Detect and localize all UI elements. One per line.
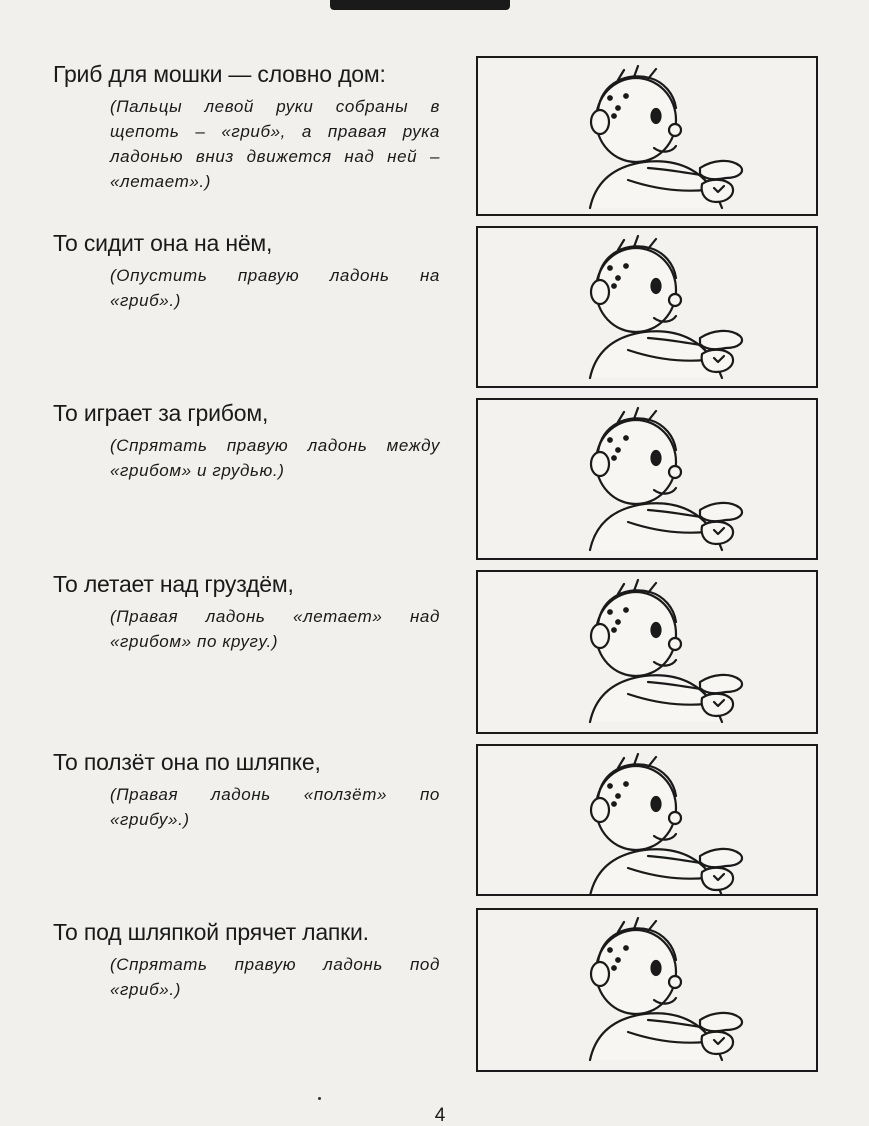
verse-line: То под шляпкой прячет лапки. [53, 919, 369, 945]
verse-line: Гриб для мошки — словно дом: [53, 61, 386, 87]
child-gesture-illustration [478, 910, 818, 1072]
child-gesture-illustration [478, 746, 818, 896]
verse-instruction: (Правая ладонь «летает» над «грибом» по кругу.) [110, 607, 440, 651]
verse-line: То сидит она на нём, [53, 230, 273, 256]
illustration-frame-1 [476, 56, 818, 216]
verse-block-1 [53, 60, 453, 194]
child-gesture-illustration [478, 58, 818, 216]
verse-instruction: (Спрятать правую ладонь между «грибом» и грудью.) [110, 436, 440, 480]
top-header-fragment [330, 0, 510, 10]
verse-line: То играет за грибом, [53, 400, 269, 426]
verse-instruction: (Опустить правую ладонь на «гриб».) [110, 266, 440, 310]
illustration-frame-4 [476, 570, 818, 734]
illustration-frame-5 [476, 744, 818, 896]
child-gesture-illustration [478, 400, 818, 560]
illustration-frame-6 [476, 908, 818, 1072]
child-gesture-illustration [478, 572, 818, 734]
verse-line: То ползёт она по шляпке, [53, 749, 321, 775]
illustration-frame-2 [476, 226, 818, 388]
verse-instruction: (Правая ладонь «ползёт» по «грибу».) [110, 785, 440, 829]
page-number: 4 [434, 1105, 446, 1126]
illustration-frame-3 [476, 398, 818, 560]
verse-block-5 [53, 748, 453, 832]
verse-block-2 [53, 229, 453, 313]
verse-line: То летает над груздём, [53, 571, 294, 597]
verse-instruction: (Пальцы левой руки собраны в щепоть – «гриб», а правая рука ладонью вниз движется над ней – «летает».) [110, 97, 440, 191]
verse-block-3 [53, 399, 453, 483]
print-speck [318, 1097, 321, 1100]
verse-block-6 [53, 918, 453, 1002]
verse-instruction: (Спрятать правую ладонь под «гриб».) [110, 955, 440, 999]
verse-block-4 [53, 570, 453, 654]
child-gesture-illustration [478, 228, 818, 388]
